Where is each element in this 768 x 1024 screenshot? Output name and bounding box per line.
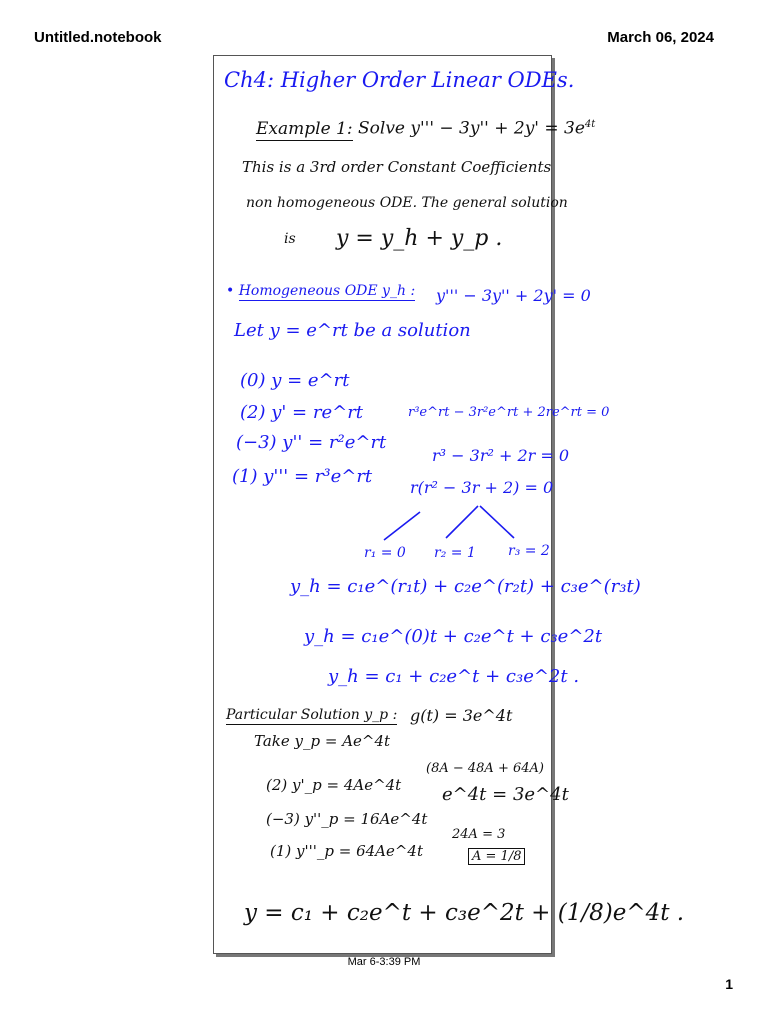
intro-line-3: is	[284, 231, 296, 247]
let-line: Let y = e^rt be a solution	[234, 320, 471, 341]
root-tree	[214, 56, 553, 576]
root-1: r₁ = 0	[364, 545, 406, 561]
particular-label: Particular Solution y_p :	[226, 707, 398, 723]
root-2: r₂ = 1	[434, 545, 476, 561]
char-eq-2: r³ − 3r² + 2r = 0	[432, 446, 570, 465]
tree-branch-left	[384, 512, 420, 540]
char-eq-1: r³e^rt − 3r²e^rt + 2re^rt = 0	[408, 405, 610, 420]
coef-equation: e^4t = 3e^4t	[442, 784, 569, 805]
chapter-title: Ch4: Higher Order Linear ODEs.	[224, 68, 575, 92]
deriv-line-0: (0) y = e^rt	[240, 370, 350, 391]
notebook-date: March 06, 2024	[607, 29, 714, 46]
timestamp: Mar 6-3:39 PM	[347, 956, 421, 968]
deriv-line-1: (2) y' = re^rt	[240, 402, 364, 423]
notebook-page	[213, 55, 685, 954]
deriv-line-2: (−3) y'' = r²e^rt	[236, 432, 387, 453]
char-eq-3: r(r² − 3r + 2) = 0	[410, 478, 554, 497]
homogeneous-label: Homogeneous ODE y_h :	[238, 283, 416, 299]
p-deriv-2: (−3) y''_p = 16Ae^4t	[266, 810, 428, 828]
intro-line-1: This is a 3rd order Constant Coefficients	[242, 158, 552, 176]
p-deriv-3: (1) y'''_p = 64Ae^4t	[270, 842, 424, 860]
tree-branch-mid	[446, 506, 478, 538]
example-label: Example 1:	[256, 118, 353, 139]
p-deriv-1: (2) y'_p = 4Ae^4t	[266, 776, 402, 794]
page-number: 1	[725, 976, 733, 992]
solve-a: 24A = 3	[452, 827, 506, 842]
take-line: Take y_p = Ae^4t	[254, 732, 391, 750]
bullet: •	[226, 283, 235, 299]
coef-sum: (8A − 48A + 64A)	[426, 761, 544, 776]
example-exponent: 4t	[584, 119, 596, 130]
homogeneous-equation: y''' − 3y'' + 2y' = 0	[436, 286, 591, 305]
general-solution: y = y_h + y_p .	[336, 226, 503, 251]
intro-line-2: non homogeneous ODE. The general solution	[246, 195, 568, 211]
yh-line-2: y_h = c₁e^(0)t + c₂e^t + c₃e^2t	[304, 626, 603, 647]
deriv-line-3: (1) y''' = r³e^rt	[232, 466, 373, 487]
a-value: A = 1/8	[468, 850, 525, 863]
yh-line-3: y_h = c₁ + c₂e^t + c₃e^2t .	[328, 666, 580, 687]
g-equation: g(t) = 3e^4t	[410, 706, 513, 725]
notebook-title: Untitled.notebook	[34, 29, 162, 46]
example-text: Solve y''' − 3y'' + 2y' = 3e	[358, 118, 585, 139]
yh-line-1: y_h = c₁e^(r₁t) + c₂e^(r₂t) + c₃e^(r₃t)	[290, 576, 641, 597]
root-3: r₃ = 2	[508, 543, 550, 559]
final-solution: y = c₁ + c₂e^t + c₃e^2t + (1/8)e^4t .	[244, 900, 685, 926]
tree-branch-right	[480, 506, 514, 538]
